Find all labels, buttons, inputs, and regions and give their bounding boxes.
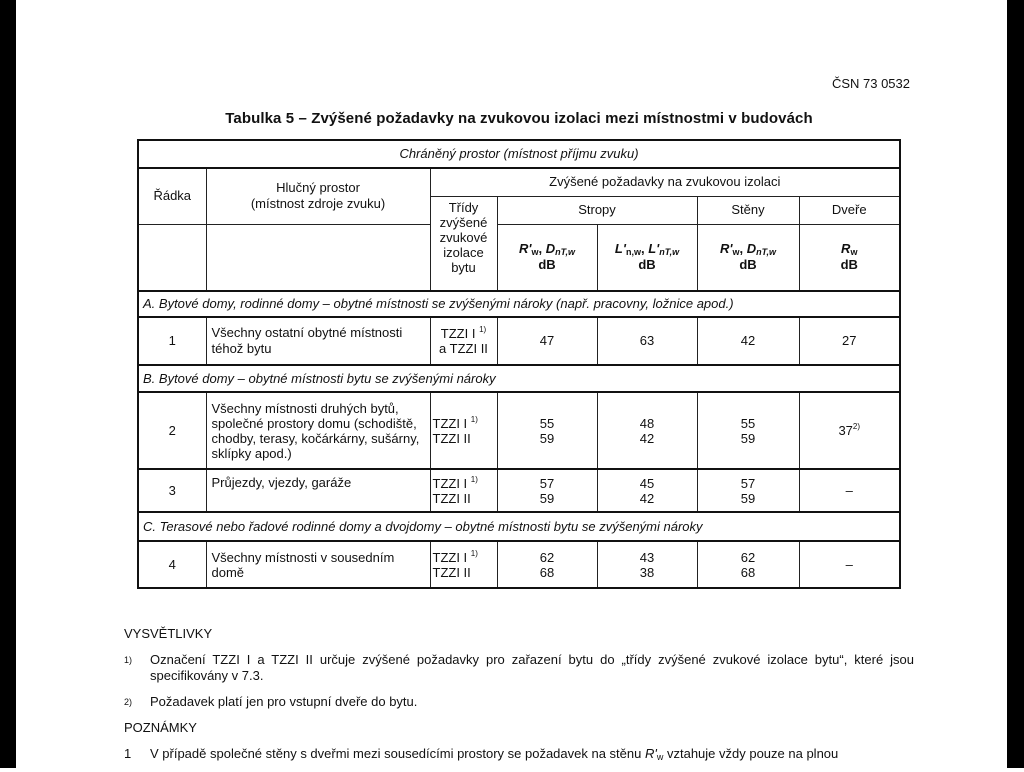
explanations-heading: VYSVĚTLIVKY (124, 626, 213, 641)
ceilings-header: Stropy (497, 196, 697, 224)
table-row (138, 469, 900, 512)
footnote-2 (124, 694, 914, 710)
section-b-title: B. Bytové domy – obytné místnosti bytu se zvýšenými nároky (138, 365, 900, 392)
footnote-mark: 2) (124, 697, 133, 707)
table-row (138, 392, 900, 469)
doors-header: Dveře (799, 196, 900, 224)
walls-value: 55 59 (697, 392, 799, 469)
walls-value: 62 68 (697, 541, 799, 588)
ceil-airborne-value: 57 59 (497, 469, 597, 512)
classes-header: Třídy zvýšené zvukové izolace bytu (430, 196, 497, 291)
section-a-title: A. Bytové domy, rodinné domy – obytné místnosti se zvýšenými nároky (např. pracovny, ložnice apod.) (138, 291, 900, 317)
walls-value: 57 59 (697, 469, 799, 512)
footnote-1 (124, 652, 914, 684)
class-cell: TZZI I $^{1)}$ a TZZI II (430, 317, 497, 365)
doors-value: 27 (799, 317, 900, 365)
section-c-title: C. Terasové nebo řadové rodinné domy a dvojdomy – obytné místnosti bytu se zvýšenými nároky (138, 512, 900, 541)
ceil-impact-value: 48 42 (597, 392, 697, 469)
ceil-impact-value: 45 42 (597, 469, 697, 512)
noisy-space-empty (206, 224, 430, 291)
walls-unit-header: $R'_w$, $D_{nT,w}$ dB (697, 224, 799, 291)
noise-source: Všechny místnosti druhých bytů, společné prostory domu (schodiště, chodby, terasy, kočárkárny, sušárny, sklípky apod.) (206, 392, 430, 469)
remarks-heading: POZNÁMKY (124, 720, 197, 735)
walls-header: Stěny (697, 196, 799, 224)
class-cell: TZZI I $^{1)}$ TZZI II (430, 392, 497, 469)
doors-value: 37$^{2)}$ (799, 392, 900, 469)
ceil-impact-unit-header: $L'_{n,w}$, $L'_{nT,w}$ dB (597, 224, 697, 291)
noisy-space-subtitle: (místnost zdroje zvuku) (250, 196, 386, 212)
table-row (138, 317, 900, 365)
walls-value: 42 (697, 317, 799, 365)
increased-requirements-header: Zvýšené požadavky na zvukovou izolaci (430, 168, 900, 196)
row-label-empty (138, 224, 206, 291)
footnote-mark: 1) (124, 655, 133, 665)
document-id: ČSN 73 0532 (831, 76, 910, 91)
ceil-airborne-value: 47 (497, 317, 597, 365)
remark-text: V případě společné stěny s dveřmi mezi sousedícími prostory se požadavek na stěnu $R'_w$ vztahuje vždy pouze na plnou (150, 746, 839, 762)
footnote-text: Požadavek platí jen pro vstupní dveře do bytu. (150, 694, 418, 709)
noise-source: Všechny ostatní obytné místnosti téhož bytu (206, 317, 430, 365)
footnote-text: Označení TZZI I a TZZI II určuje zvýšené požadavky pro zařazení bytu do „třídy zvýšené zvukové izolace bytu“, které jsou specifikovány v 7.3. (150, 652, 914, 683)
noise-source: Průjezdy, vjezdy, garáže (206, 469, 430, 512)
table-row (138, 541, 900, 588)
row-number: 1 (138, 317, 206, 365)
ceil-airborne-value: 55 59 (497, 392, 597, 469)
doors-value: – (799, 541, 900, 588)
row-number: 2 (138, 392, 206, 469)
remark-1 (124, 746, 914, 762)
class-cell: TZZI I $^{1)}$ TZZI II (430, 469, 497, 512)
doors-value: – (799, 469, 900, 512)
table-title: Tabulka 5 – Zvýšené požadavky na zvukovou izolaci mezi místnostmi v budovách (225, 110, 813, 127)
ceil-impact-value: 43 38 (597, 541, 697, 588)
row-number: 4 (138, 541, 206, 588)
ceil-airborne-unit-header: $R'_w$, $D_{nT,w}$ dB (497, 224, 597, 291)
ceil-impact-value: 63 (597, 317, 697, 365)
ceil-airborne-value: 62 68 (497, 541, 597, 588)
row-label-header: Řádka (138, 168, 206, 224)
noise-source: Všechny místnosti v sousedním domě (206, 541, 430, 588)
noisy-space-title: Hlučný prostor (276, 180, 360, 196)
doors-unit-header: $R_w$ dB (799, 224, 900, 291)
requirements-table (137, 139, 901, 589)
protected-space-header: Chráněný prostor (místnost příjmu zvuku) (138, 140, 900, 168)
noisy-space-header (206, 168, 430, 224)
notes-section (124, 626, 914, 772)
remark-number: 1 (124, 746, 132, 761)
class-cell: TZZI I $^{1)}$ TZZI II (430, 541, 497, 588)
row-number: 3 (138, 469, 206, 512)
